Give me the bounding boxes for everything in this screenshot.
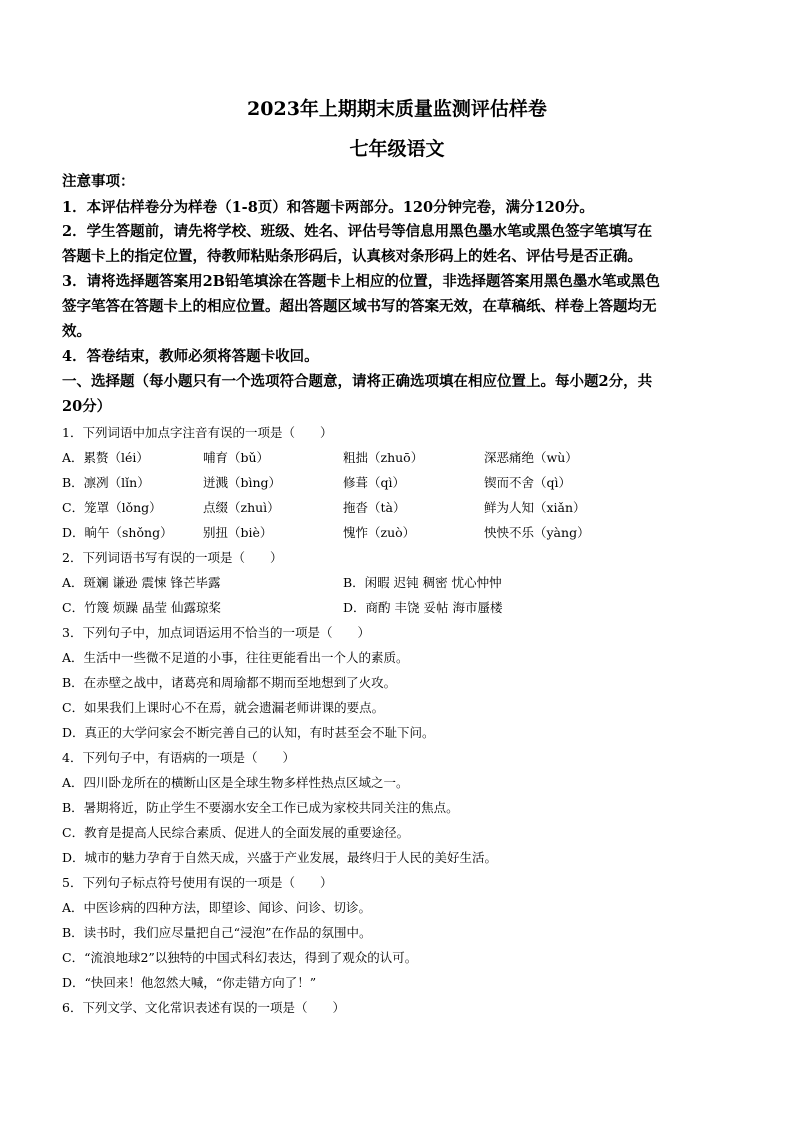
q3-option: D．真正的大学问家会不断完善自己的认知，有时甚至会不耻下问。	[62, 725, 435, 740]
q1-option: C．笼罩（lǒng）	[62, 500, 162, 515]
q4-option: B．暑期将近，防止学生不要溺水安全工作已成为家校共同关注的焦点。	[62, 800, 459, 815]
q1-option: 拖沓（tà）	[343, 500, 406, 515]
question-3-stem: 3．下列句子中，加点词语运用不恰当的一项是（ ）	[62, 625, 370, 640]
q3-option: C．如果我们上课时心不在焉，就会遗漏老师讲课的要点。	[62, 700, 385, 715]
q1-option: 锲而不舍（qì）	[484, 475, 571, 490]
q1-option: 点缀（zhuì）	[203, 500, 280, 515]
section-heading-line-2: 20分）	[62, 398, 112, 415]
q5-option: B．读书时，我们应尽量把自己“浸泡”在作品的氛围中。	[62, 925, 372, 940]
q1-option: 别扭（biè）	[203, 525, 273, 540]
q5-option: A．中医诊病的四种方法，即望诊、闻诊、问诊、切诊。	[62, 900, 372, 915]
q1-option: 鲜为人知（xiǎn）	[484, 500, 586, 515]
q1-option: D．晌午（shǒng）	[62, 525, 173, 540]
q1-option: 愧怍（zuò）	[343, 525, 416, 540]
q2-option: A．斑斓 谦逊 震悚 锋芒毕露	[62, 575, 221, 590]
question-5-stem: 5．下列句子标点符号使用有误的一项是（ ）	[62, 875, 333, 890]
exam-subtitle: 七年级语文	[349, 138, 445, 160]
notice-line-7: 4．答卷结束，教师必须将答题卡收回。	[62, 348, 319, 365]
q1-option: 粗拙（zhuō）	[343, 450, 424, 465]
q1-option: 迸溅（bìng）	[203, 475, 282, 490]
notice-line-6: 效。	[62, 323, 91, 340]
q1-option: 深恶痛绝（wù）	[484, 450, 578, 465]
q1-option: 修葺（qì）	[343, 475, 405, 490]
q3-option: A．生活中一些微不足道的小事，往往更能看出一个人的素质。	[62, 650, 409, 665]
q2-option: C．竹篾 烦躁 晶莹 仙露琼桨	[62, 600, 221, 615]
q1-option: A．累赘（léi）	[62, 450, 149, 465]
q4-option: D．城市的魅力孕育于自然天成，兴盛于产业发展，最终归于人民的美好生活。	[62, 850, 498, 865]
section-heading-line-1: 一、选择题（每小题只有一个选项符合题意，请将正确选项填在相应位置上。每小题2分，共	[62, 373, 653, 390]
exam-title: 2023年上期期末质量监测评估样卷	[247, 98, 547, 120]
q2-option: B．闲暇 迟钝 稠密 忧心忡忡	[343, 575, 502, 590]
q5-option: C．“流浪地球2”以独特的中国式科幻表达，得到了观众的认可。	[62, 950, 418, 965]
q1-option: 哺育（bǔ）	[203, 450, 270, 465]
question-2-stem: 2．下列词语书写有误的一项是（ ）	[62, 550, 283, 565]
q3-option: B．在赤壁之战中，诸葛亮和周瑜都不期而至地想到了火攻。	[62, 675, 397, 690]
q4-option: C．教育是提高人民综合素质、促进人的全面发展的重要途径。	[62, 825, 410, 840]
question-1-stem: 1．下列词语中加点字注音有误的一项是（ ）	[62, 425, 333, 440]
question-4-stem: 4．下列句子中，有语病的一项是（ ）	[62, 750, 295, 765]
notice-line-4: 3．请将选择题答案用2B铅笔填涂在答题卡上相应的位置，非选择题答案用黑色墨水笔或黑色	[62, 273, 660, 290]
notice-line-5: 签字笔答在答题卡上的相应位置。超出答题区域书写的答案无效，在草稿纸、样卷上答题均无	[62, 298, 657, 315]
notice-line-2: 2．学生答题前，请先将学校、班级、姓名、评估号等信息用黑色墨水笔或黑色签字笔填写在	[62, 223, 653, 240]
question-6-stem: 6．下列文学、文化常识表述有误的一项是（ ）	[62, 1000, 345, 1015]
notice-line-3: 答题卡上的指定位置，待教师粘贴条形码后，认真核对条形码上的姓名、评估号是否正确。	[62, 248, 642, 265]
notice-heading: 注意事项：	[62, 173, 135, 190]
q5-option: D．“快回来！他忽然大喊，“你走错方向了！”	[62, 975, 317, 990]
notice-line-1: 1．本评估样卷分为样卷（1-8页）和答题卡两部分。120分钟完卷，满分120分。	[62, 199, 594, 216]
q1-option: 怏怏不乐（yàng）	[484, 525, 590, 540]
q2-option: D．商酌 丰饶 妥帖 海市蜃楼	[343, 600, 503, 615]
q1-option: B．凛冽（lǐn）	[62, 475, 150, 490]
q4-option: A．四川卧龙所在的横断山区是全球生物多样性热点区域之一。	[62, 775, 409, 790]
